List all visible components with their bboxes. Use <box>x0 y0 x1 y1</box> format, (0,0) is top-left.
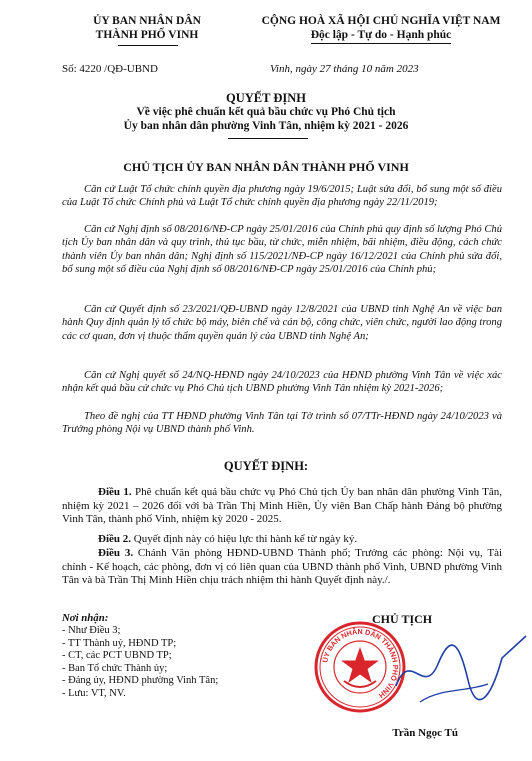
document-subject <box>60 105 472 133</box>
nation-name: CỘNG HOÀ XÃ HỘI CHỦ NGHĨA VIỆT NAM <box>261 15 501 27</box>
authority-heading: CHỦ TỊCH ỦY BAN NHÂN DÂN THÀNH PHỐ VINH <box>123 160 409 174</box>
header-left-divider <box>118 45 178 46</box>
article-1-text: Phê chuẩn kết quả bầu chức vụ Phó Chủ tịch Ủy ban nhân dân phường Vinh Tân, nhiệm kỳ 2021 – 2026 đối với bà Trần Thị Minh Hiền, Ủy viên Ban Chấp hành Đảng bộ phường Vinh Tân, thành phố Vinh, nhiệm kỳ 2020 - 2025. <box>62 486 502 525</box>
article-3 <box>62 547 502 588</box>
handwritten-signature <box>390 628 530 718</box>
legal-basis-5: Theo đề nghị của TT HĐND phường Vinh Tân tại Tờ trình số 07/TTr-HĐND ngày 24/10/2023 và Trưởng phòng Nội vụ UBND thành phố Vinh. <box>62 411 502 436</box>
article-2 <box>62 533 502 547</box>
decision-heading: QUYẾT ĐỊNH: <box>223 459 309 473</box>
org-line-1: ỦY BAN NHÂN DÂN <box>93 15 201 27</box>
article-2-label: Điều 2. <box>98 533 131 545</box>
document-date: Vinh, ngày 27 tháng 10 năm 2023 <box>270 63 419 75</box>
legal-basis-4: Căn cứ Nghị quyết số 24/NQ-HĐND ngày 24/10/2023 của HĐND phường Vinh Tân về việc xác nhận kết quả bầu cử chức vụ Phó Chủ tịch UBND phường Vinh Tân nhiệm kỳ 2021-2026; <box>62 370 502 395</box>
signer-name: Trần Ngọc Tú <box>392 727 458 739</box>
recipients-title: Nơi nhận: <box>62 612 109 624</box>
seal-star-icon <box>341 647 379 683</box>
recipient-item: - CT, các PCT UBND TP; <box>62 650 172 662</box>
seal-text: ỦY BAN NHÂN DÂN THÀNH PHỐ VINH <box>320 626 401 701</box>
subject-line-2: Ủy ban nhân dân phường Vinh Tân, nhiệm kỳ 2021 - 2026 <box>123 120 409 132</box>
national-header <box>236 14 526 44</box>
org-line-2: THÀNH PHỐ VINH <box>95 29 199 41</box>
legal-basis-2: Căn cứ Nghị định số 08/2016/NĐ-CP ngày 25/01/2016 của Chính phủ quy định số lượng Phó Chủ tịch Ủy ban nhân dân và quy trình, thủ tục bầu, từ chức, miễn nhiệm, bãi nhiệm, điều động, cách chức thành viên Ủy ban nhân dân; Nghị định số 115/2021/NĐ-CP ngày 16/12/2021 của Chính phủ sửa đổi, bổ sung một số điều của Nghị định số 08/2016/NĐ-CP ngày 25/01/2016 của Chính phủ; <box>62 224 502 275</box>
recipient-item: - Ban Tổ chức Thành ủy; <box>62 662 168 674</box>
recipient-item: - Như Điều 3; <box>62 625 121 636</box>
legal-basis-1: Căn cứ Luật Tổ chức chính quyền địa phương ngày 19/6/2015; Luật sửa đổi, bổ sung một số điều của Luật Tổ chức Chính phủ và Luật Tổ chức chính quyền địa phương ngày 22/11/2019; <box>62 184 502 209</box>
article-3-text: Chánh Văn phòng HĐND-UBND Thành phố; Trưởng các phòng: Nội vụ, Tài chính - Kế hoạch, các phòng, đơn vị có liên quan của UBND thành phố Vinh, UBND phường Vinh Tân và bà Trần Thị Minh Hiền chịu trách nhiệm thi hành Quyết định này./. <box>62 547 503 586</box>
recipient-item: - Đảng ủy, HĐND phường Vinh Tân; <box>62 675 219 687</box>
recipient-item: - Lưu: VT, NV. <box>62 687 126 699</box>
recipients-list <box>62 625 218 701</box>
legal-basis-3: Căn cứ Quyết định số 23/2021/QĐ-UBND ngày 12/8/2021 của UBND tỉnh Nghệ An về việc ban hành Quy định quản lý tổ chức bộ máy, biên chế và cán bộ, công chức, viên chức, người lao động trong các cơ quan, đơn vị thuộc thẩm quyền quản lý của UBND tỉnh Nghệ An; <box>62 304 502 342</box>
document-title: QUYẾT ĐỊNH <box>226 91 306 105</box>
issuing-authority <box>72 14 222 42</box>
signer-title: CHỦ TỊCH <box>372 612 433 626</box>
national-motto: Độc lập - Tự do - Hạnh phúc <box>311 28 452 44</box>
article-2-text: Quyết định này có hiệu lực thi hành kể từ ngày ký. <box>131 533 358 545</box>
recipient-item: - TT Thành uỷ, HĐND TP; <box>62 637 177 649</box>
document-number: Số: 4220 /QĐ-UBND <box>62 63 158 75</box>
subject-line-1: Về việc phê chuẩn kết quả bầu chức vụ Phó Chủ tịch <box>136 106 396 118</box>
subject-divider <box>228 138 308 139</box>
article-1 <box>62 486 502 527</box>
article-3-label: Điều 3. <box>98 547 134 559</box>
article-1-label: Điều 1. <box>98 486 132 498</box>
